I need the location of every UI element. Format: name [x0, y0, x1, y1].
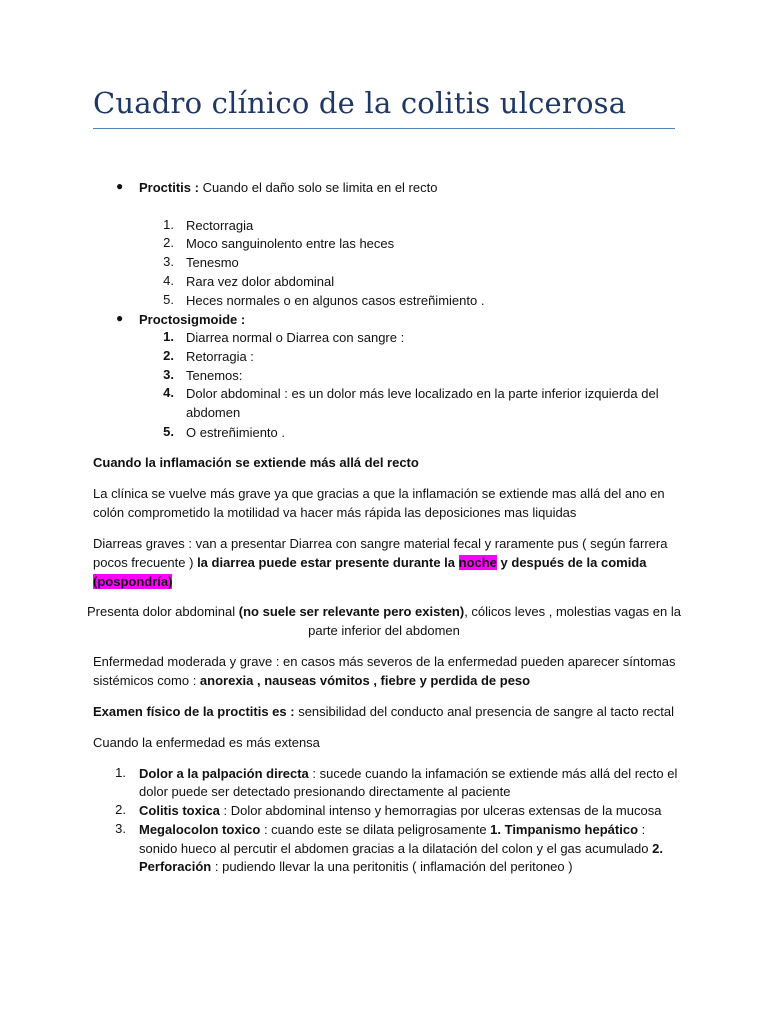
- bold-run: 1. Timpanismo hepático: [490, 822, 639, 837]
- text-run: sensibilidad del conducto anal presencia de sangre al tacto rectal: [294, 704, 674, 719]
- text-run: : Dolor abdominal intenso y hemorragias por ulceras extensas de la mucosa: [219, 803, 662, 818]
- bold-run: Colitis toxica: [139, 803, 220, 818]
- paragraph-line: [93, 703, 674, 721]
- list-number: 3.: [115, 821, 126, 836]
- title-divider: [93, 128, 675, 129]
- list-number: 5.: [163, 292, 174, 307]
- section-heading: Cuando la inflamación se extiende más allá del recto: [93, 455, 419, 470]
- list-item: [139, 765, 677, 783]
- proctitis-desc: Cuando el daño solo se limita en el recto: [198, 180, 438, 195]
- list-item-continuation: dolor puede ser detectado presionando directamente al paciente: [139, 784, 511, 799]
- list-item: O estreñimiento .: [186, 425, 285, 440]
- paragraph-line: colón comprometido la motilidad va hacer más rápida las deposiciones mas liquidas: [93, 505, 577, 520]
- page-title: Cuadro clínico de la colitis ulcerosa: [93, 86, 627, 120]
- text-run: sistémicos como :: [93, 673, 200, 688]
- bold-run: Perforación: [139, 859, 212, 874]
- proctitis-line: [139, 179, 437, 197]
- bullet-icon: ●: [116, 179, 124, 193]
- list-item: Moco sanguinolento entre las heces: [186, 236, 395, 251]
- centered-paragraph-line: parte inferior del abdomen: [308, 623, 460, 638]
- paragraph-line: Diarreas graves : van a presentar Diarrea con sangre material fecal y raramente pus ( según farrera: [93, 536, 668, 551]
- list-item: Diarrea normal o Diarrea con sangre :: [186, 330, 405, 345]
- list-number: 3.: [163, 367, 174, 382]
- bold-run: 2.: [652, 841, 663, 856]
- list-item: Dolor abdominal : es un dolor más leve localizado en la parte inferior izquierda del: [186, 386, 659, 401]
- list-item: [139, 802, 661, 820]
- list-item: Tenesmo: [186, 255, 239, 270]
- paragraph-line: [93, 573, 172, 591]
- list-number: 1.: [115, 765, 126, 780]
- bold-run: (no suele ser relevante pero existen): [238, 604, 465, 619]
- text-run: pocos frecuente ): [93, 555, 198, 570]
- list-number: 4.: [163, 385, 174, 400]
- list-number: 2.: [163, 235, 174, 250]
- list-number: 1.: [163, 329, 174, 344]
- list-number: 3.: [163, 254, 174, 269]
- text-run: , cólicos leves , molestias vagas en la: [464, 604, 681, 619]
- text-run: sonido hueco al percutir el abdomen gracias a la dilatación del colon y el gas acumulado: [139, 841, 653, 856]
- bold-run: Dolor a la palpación directa: [139, 766, 309, 781]
- list-number: 5.: [163, 424, 174, 439]
- list-number: 2.: [163, 348, 174, 363]
- bullet-icon: ●: [116, 311, 124, 325]
- paragraph-line: Cuando la enfermedad es más extensa: [93, 735, 320, 750]
- bold-run: y después de la comida: [496, 555, 647, 570]
- list-item: Tenemos:: [186, 368, 243, 383]
- proctosigmoide-label: Proctosigmoide :: [139, 312, 246, 327]
- paragraph-line: La clínica se vuelve más grave ya que gracias a que la inflamación se extiende mas allá del ano en: [93, 486, 665, 501]
- text-run: : pudiendo llevar la una peritonitis ( inflamación del peritoneo ): [211, 859, 573, 874]
- list-item: Retorragia :: [186, 349, 254, 364]
- bold-run: anorexia , nauseas vómitos , fiebre y perdida de peso: [199, 673, 531, 688]
- bold-run: Megalocolon toxico: [139, 822, 261, 837]
- bold-run: la diarrea puede estar presente durante la: [197, 555, 459, 570]
- highlighted-run: noche: [458, 555, 497, 570]
- text-run: Presenta dolor abdominal: [87, 604, 239, 619]
- paragraph-line: [93, 672, 530, 690]
- list-item-continuation: [139, 840, 663, 858]
- text-run: : sucede cuando la infamación se extiende más allá del recto el: [308, 766, 678, 781]
- paragraph-line: [93, 554, 646, 572]
- list-item-continuation: abdomen: [186, 405, 241, 420]
- proctitis-label: Proctitis :: [139, 180, 199, 195]
- list-item-continuation: [139, 858, 573, 876]
- list-item: [139, 821, 645, 839]
- text-run: : cuando este se dilata peligrosamente: [260, 822, 491, 837]
- list-item: Rara vez dolor abdominal: [186, 274, 335, 289]
- list-number: 4.: [163, 273, 174, 288]
- list-number: 2.: [115, 802, 126, 817]
- list-item: Rectorragia: [186, 218, 254, 233]
- list-number: 1.: [163, 217, 174, 232]
- centered-paragraph-line: [0, 603, 768, 621]
- bold-run: Examen físico de la proctitis es :: [93, 704, 295, 719]
- text-run: :: [638, 822, 646, 837]
- highlighted-run: (pospondría): [93, 574, 173, 589]
- paragraph-line: Enfermedad moderada y grave : en casos más severos de la enfermedad pueden aparecer síntomas: [93, 654, 676, 669]
- list-item: Heces normales o en algunos casos estreñimiento .: [186, 293, 485, 308]
